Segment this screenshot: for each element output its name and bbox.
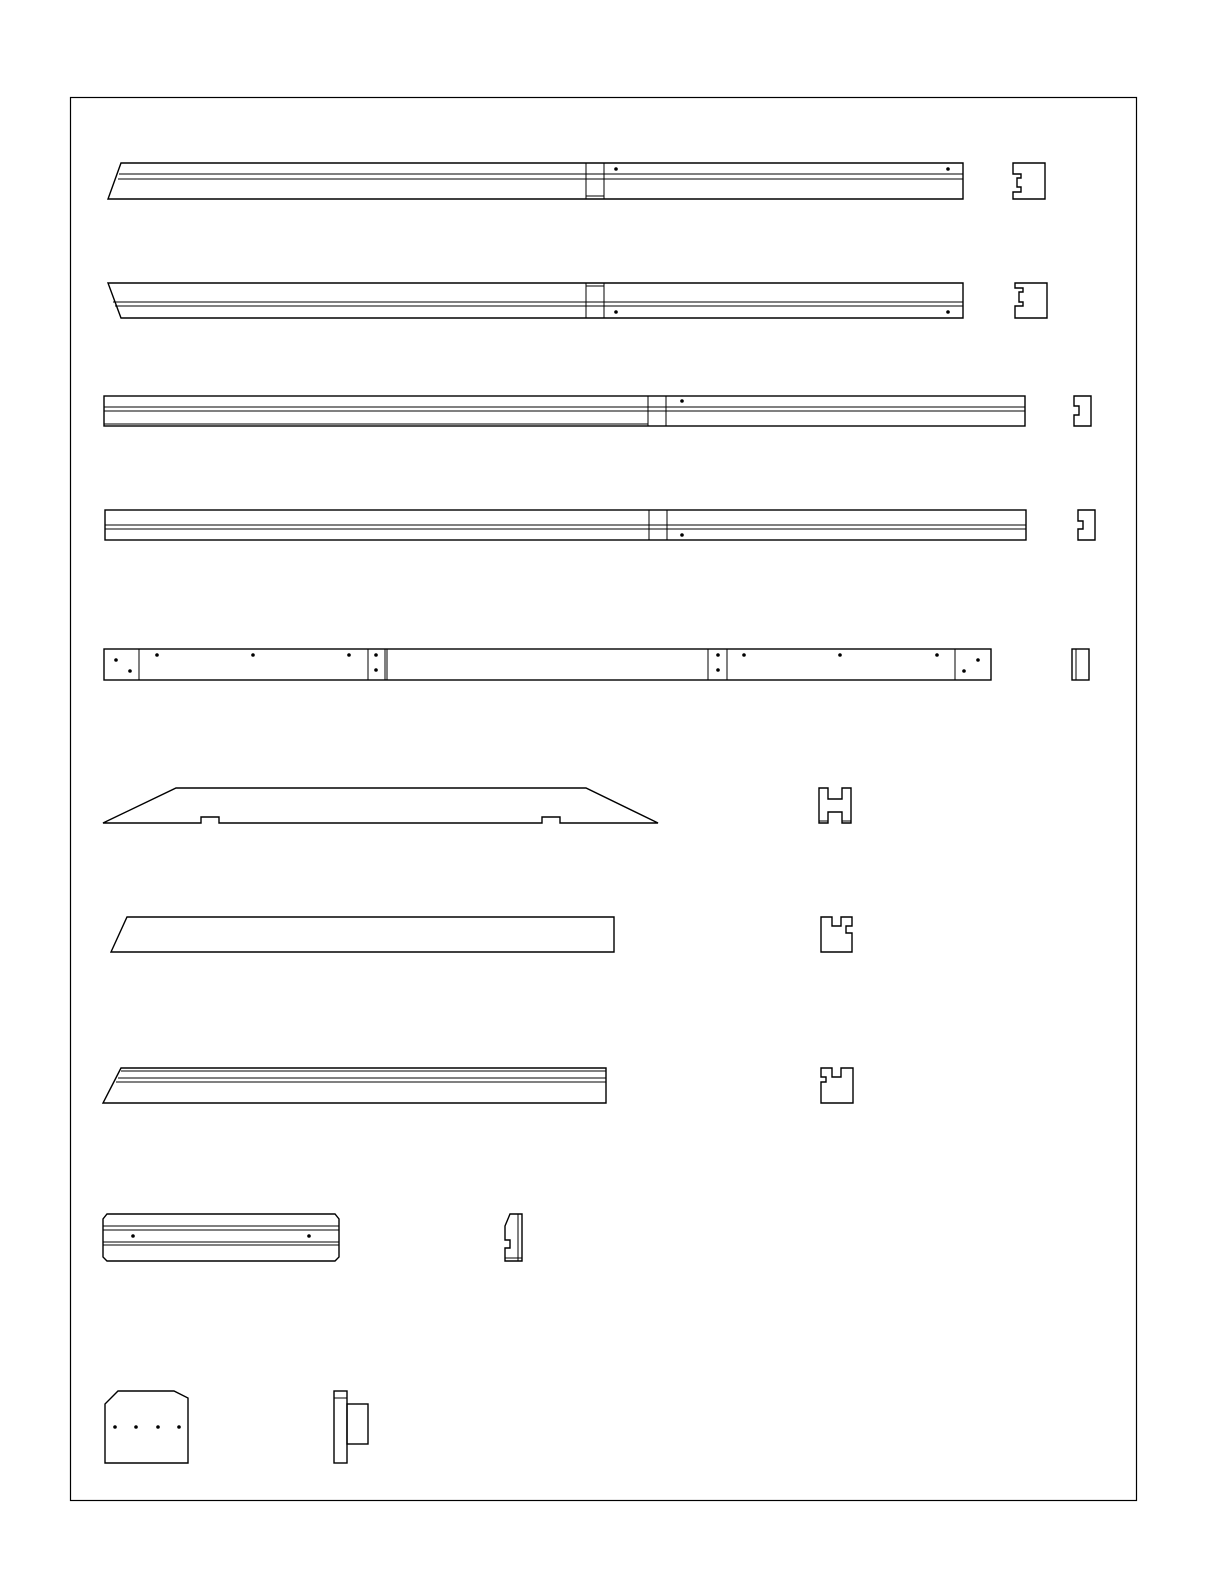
end-profile-notched-small-2 <box>1078 510 1095 540</box>
part-long-rail-bottom-groove <box>108 283 963 318</box>
part-front-board-with-holes <box>104 649 991 680</box>
end-profile-double-notch <box>819 788 851 823</box>
part-small-chamfered-panel <box>105 1391 188 1463</box>
part-short-grooved-rail <box>103 1214 339 1261</box>
end-profile-notched-small <box>1074 396 1091 426</box>
end-profile-side-notch <box>821 917 852 952</box>
part-long-rail-square-top-groove <box>104 396 1025 426</box>
end-profile-notched-2 <box>1015 283 1047 318</box>
side-bracket <box>334 1391 368 1463</box>
end-profile-chamfered <box>505 1214 522 1261</box>
part-angled-plain-board <box>111 917 614 952</box>
part-long-rail-top-groove <box>108 163 963 199</box>
part-tapered-board-with-notches <box>103 788 658 823</box>
part-angled-grooved-board <box>103 1068 606 1103</box>
end-profile-corner-notch <box>821 1068 853 1103</box>
part-long-rail-square-bottom-groove <box>105 510 1026 540</box>
end-profile-notched <box>1013 163 1045 199</box>
end-profile-rectangle <box>1072 649 1089 680</box>
